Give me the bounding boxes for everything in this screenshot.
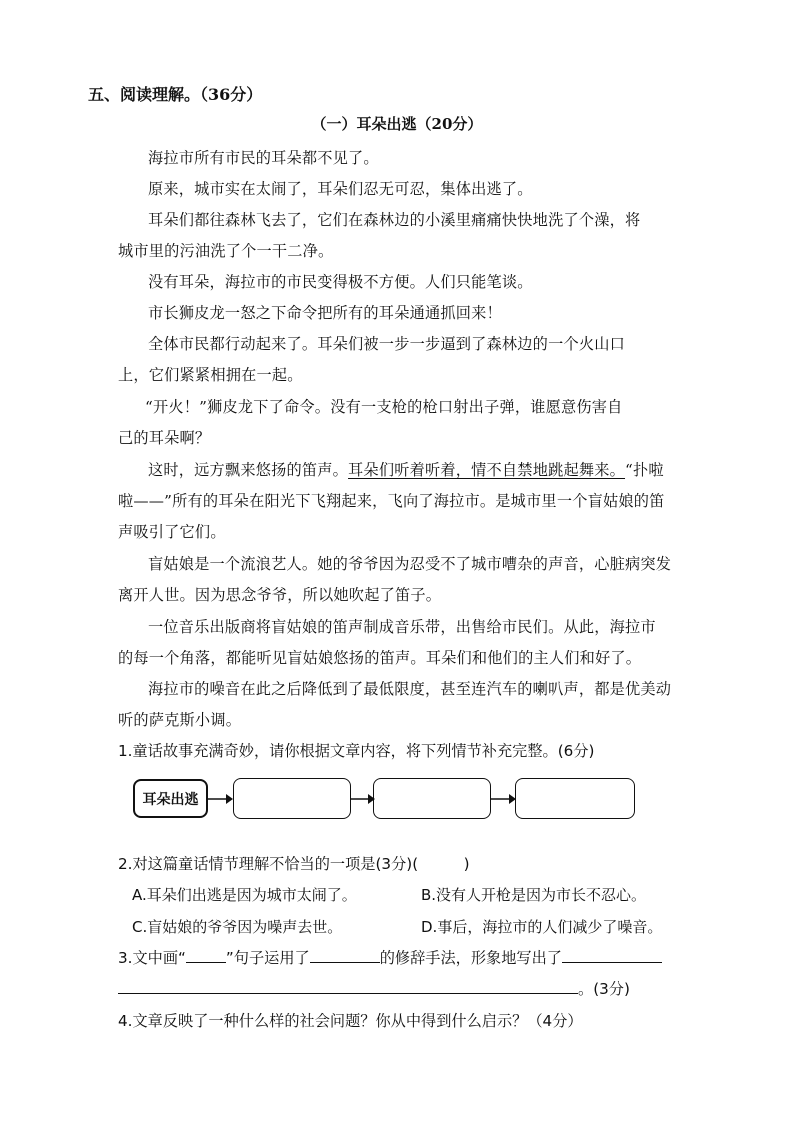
question-3 bbox=[118, 947, 662, 968]
question-3-text-c: 的修辞手法，形象地写出了 bbox=[379, 949, 562, 967]
paragraph-8-line-3: 声吸引了它们。 bbox=[118, 523, 226, 541]
question-2-option-d[interactable]: D.事后，海拉市的人们减少了噪音。 bbox=[421, 918, 663, 936]
paragraph-3-line-1: 耳朵们都往森林飞去了，它们在森林边的小溪里痛痛快快地洗了个澡，将 bbox=[148, 211, 641, 229]
effect-blank-line-1[interactable] bbox=[562, 948, 662, 963]
question-2-option-b[interactable]: B.没有人开枪是因为市长不忍心。 bbox=[421, 886, 647, 904]
question-3-line-2 bbox=[118, 978, 630, 999]
flow-blank-box-3[interactable] bbox=[515, 778, 635, 819]
paragraph-1: 海拉市所有市民的耳朵都不见了。 bbox=[148, 149, 379, 167]
paragraph-7-line-2: 己的耳朵啊？ bbox=[118, 429, 211, 447]
flow-blank-box-2[interactable] bbox=[373, 778, 491, 819]
paragraph-6-line-1: 全体市民都行动起来了。耳朵们被一步一步逼到了森林边的一个火山口 bbox=[148, 335, 626, 353]
flow-start-box bbox=[133, 779, 208, 818]
paragraph-10-line-2: 的每一个角落，都能听见盲姑娘悠扬的笛声。耳朵们和他们的主人们和好了。 bbox=[118, 649, 642, 667]
flow-start-label: 耳朵出逃 bbox=[142, 791, 199, 808]
effect-blank-line-2[interactable] bbox=[118, 979, 578, 994]
question-3-text-a: 3.文中画“ bbox=[118, 949, 186, 967]
paragraph-4: 没有耳朵，海拉市的市民变得极不方便。人们只能笔谈。 bbox=[148, 273, 533, 291]
passage-title: （一）耳朵出逃（20分） bbox=[311, 115, 483, 133]
question-3-text-b: ”句子运用了 bbox=[225, 949, 310, 967]
flow-blank-box-1[interactable] bbox=[233, 778, 351, 819]
paragraph-2: 原来，城市实在太闹了，耳朵们忍无可忍，集体出逃了。 bbox=[148, 180, 533, 198]
section-title: 五、阅读理解。（36分） bbox=[88, 85, 263, 104]
question-2-option-a[interactable]: A.耳朵们出逃是因为城市太闹了。 bbox=[132, 886, 357, 904]
question-4: 4.文章反映了一种什么样的社会问题？你从中得到什么启示？（4分） bbox=[118, 1012, 583, 1030]
paragraph-11-line-1: 海拉市的噪音在此之后降低到了最低限度，甚至连汽车的喇叭声，都是优美动 bbox=[148, 680, 672, 698]
paragraph-9-line-2: 离开人世。因为思念爷爷，所以她吹起了笛子。 bbox=[118, 586, 442, 604]
underlined-sentence: 耳朵们听着听着，情不自禁地跳起舞来。 bbox=[348, 461, 626, 479]
paragraph-3-line-2: 城市里的污油洗了个一干二净。 bbox=[118, 242, 334, 260]
paragraph-8-text-a: 这时，远方飘来悠扬的笛声。 bbox=[148, 461, 349, 479]
paragraph-8-text-b: “扑啦 bbox=[625, 461, 664, 479]
paragraph-7-line-1: “开火！”狮皮龙下了命令。没有一支枪的枪口射出子弹，谁愿意伤害自 bbox=[145, 398, 623, 416]
question-2: 2.对这篇童话情节理解不恰当的一项是(3分)( ) bbox=[118, 855, 470, 873]
paragraph-5: 市长狮皮龙一怒之下命令把所有的耳朵通通抓回来！ bbox=[148, 304, 502, 322]
question-1: 1.童话故事充满奇妙，请你根据文章内容，将下列情节补充完整。(6分) bbox=[118, 742, 595, 760]
question-2-option-c[interactable]: C.盲姑娘的爷爷因为噪声去世。 bbox=[132, 918, 343, 936]
paragraph-9-line-1: 盲姑娘是一个流浪艺人。她的爷爷因为忍受不了城市嘈杂的声音，心脏病突发 bbox=[148, 555, 672, 573]
flow-arrow-3 bbox=[490, 789, 518, 809]
question-3-end: 。(3分) bbox=[578, 980, 630, 998]
rhetoric-blank[interactable] bbox=[310, 948, 380, 963]
quote-blank[interactable] bbox=[186, 948, 226, 963]
paragraph-11-line-2: 听的萨克斯小调。 bbox=[118, 711, 242, 729]
flow-arrow-1 bbox=[206, 789, 234, 809]
paragraph-6-line-2: 上，它们紧紧相拥在一起。 bbox=[118, 366, 303, 384]
paragraph-8-line-2: 啦——”所有的耳朵在阳光下飞翔起来，飞向了海拉市。是城市里一个盲姑娘的笛 bbox=[118, 492, 665, 510]
paragraph-8-line-1 bbox=[148, 459, 664, 480]
paragraph-10-line-1: 一位音乐出版商将盲姑娘的笛声制成音乐带，出售给市民们。从此，海拉市 bbox=[148, 618, 656, 636]
